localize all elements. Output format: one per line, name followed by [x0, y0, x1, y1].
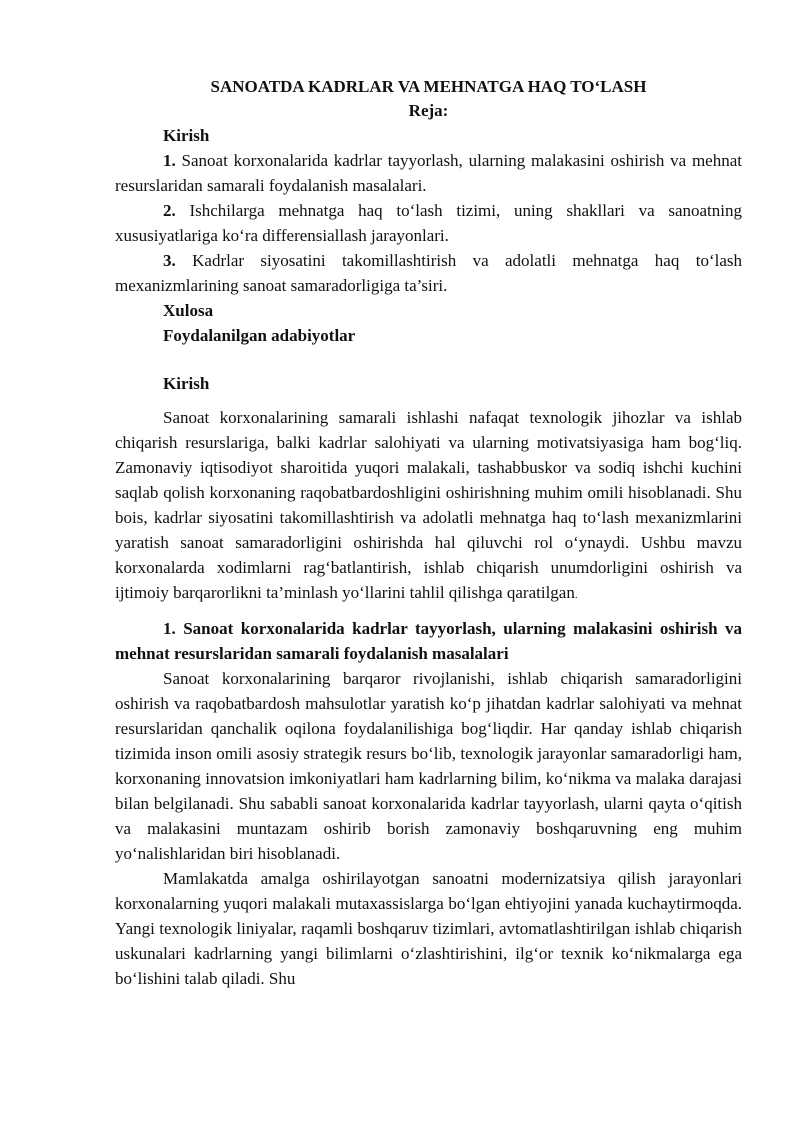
plan-item-number: 3. [163, 251, 176, 270]
intro-paragraph-end: . [574, 589, 578, 601]
section1-paragraph-1: Sanoat korxonalarining barqaror rivojlanishi, ishlab chiqarish samaradorligini oshirish va raqobatbardosh mahsulotlar yaratish ko‘p jihatdan kadrlar salohiyati va mehnat resurslaridan qanchalik oqilona foydalanilishiga bog‘liqdir. Har qanday ishlab chiqarish tizimida inson omili asosiy strategik resurs bo‘lib, texnologik jarayonlar samaradorligi ham, korxonaning innovatsion imkoniyatlari ham kadrlarning bilim, ko‘nikma va malaka darajasi bilan belgilanadi. Shu sababli sanoat korxonalarida kadrlar tayyorlash, ularni qayta o‘qitish va malakasini muntazam oshirib borish zamonaviy boshqaruvning eng muhim yo‘nalishlaridan biri hisoblanadi. [115, 669, 742, 863]
plan-item-2 [115, 198, 742, 248]
intro-paragraph-text: Sanoat korxonalarining samarali ishlashi nafaqat texnologik jihozlar va ishlab chiqarish resurslariga, balki kadrlar salohiyati va ularning motivatsiyasiga ham bog‘liq. Zamonaviy iqtisodiyot sharoitida yuqori malakali, tashabbuskor va sodiq ishchi kuchini saqlab qolish korxonaning raqobatbardoshligini oshirishning muhim omili hisoblanadi. Shu bois, kadrlar siyosatini takomillashtirish va adolatli mehnatga haq to‘lash mexanizmlarini yaratish sanoat samaradorligini oshirishda hal qiluvchi rol o‘ynaydi. Ushbu mavzu korxonalarda xodimlarni rag‘batlantirish, ishlab chiqarish unumdorligini oshirish va ijtimoiy barqarorlikni ta’minlash yo‘llarini tahlil qilishga qaratilgan [115, 408, 742, 602]
plan-intro: Kirish [163, 126, 210, 145]
plan-conclusion: Xulosa [163, 301, 214, 320]
section1-heading: 1. Sanoat korxonalarida kadrlar tayyorlash, ularning malakasini oshirish va mehnat resurslaridan samarali foydalanish masalalari [115, 619, 742, 663]
plan-item-text: Kadrlar siyosatini takomillashtirish va adolatli mehnatga haq to‘lash mexanizmlarining sanoat samaradorligiga ta’siri. [115, 251, 742, 295]
plan-item-text: Ishchilarga mehnatga haq to‘lash tizimi, uning shakllari va sanoatning xususiyatlariga ko‘ra differensiallash jarayonlari. [115, 201, 742, 245]
intro-paragraph [115, 405, 742, 608]
document-body [115, 76, 742, 991]
intro-heading: Kirish [163, 374, 210, 393]
plan-item-3 [115, 248, 742, 298]
plan-label: Reja: [408, 101, 449, 120]
plan-item-number: 2. [163, 201, 176, 220]
plan-item-text: Sanoat korxonalarida kadrlar tayyorlash, ularning malakasini oshirish va mehnat resurslaridan samarali foydalanish masalalari. [115, 151, 742, 195]
plan-references: Foydalanilgan adabiyotlar [163, 326, 356, 345]
plan-item-1 [115, 148, 742, 198]
document-title: SANOATDA KADRLAR VA MEHNATGA HAQ TO‘LASH [210, 77, 647, 96]
plan-item-number: 1. [163, 151, 176, 170]
section1-paragraph-2: Mamlakatda amalga oshirilayotgan sanoatni modernizatsiya qilish jarayonlari korxonalarning yuqori malakali mutaxassislarga bo‘lgan ehtiyojini yanada kuchaytirmoqda. Yangi texnologik liniyalar, raqamli boshqaruv tizimlari, avtomatlashtirilgan ishlab chiqarish uskunalari kadrlarning yangi bilimlarni o‘zlashtirishini, ilg‘or texnik ko‘nikmalarga ega bo‘lishini talab qiladi. Shu [115, 869, 742, 988]
